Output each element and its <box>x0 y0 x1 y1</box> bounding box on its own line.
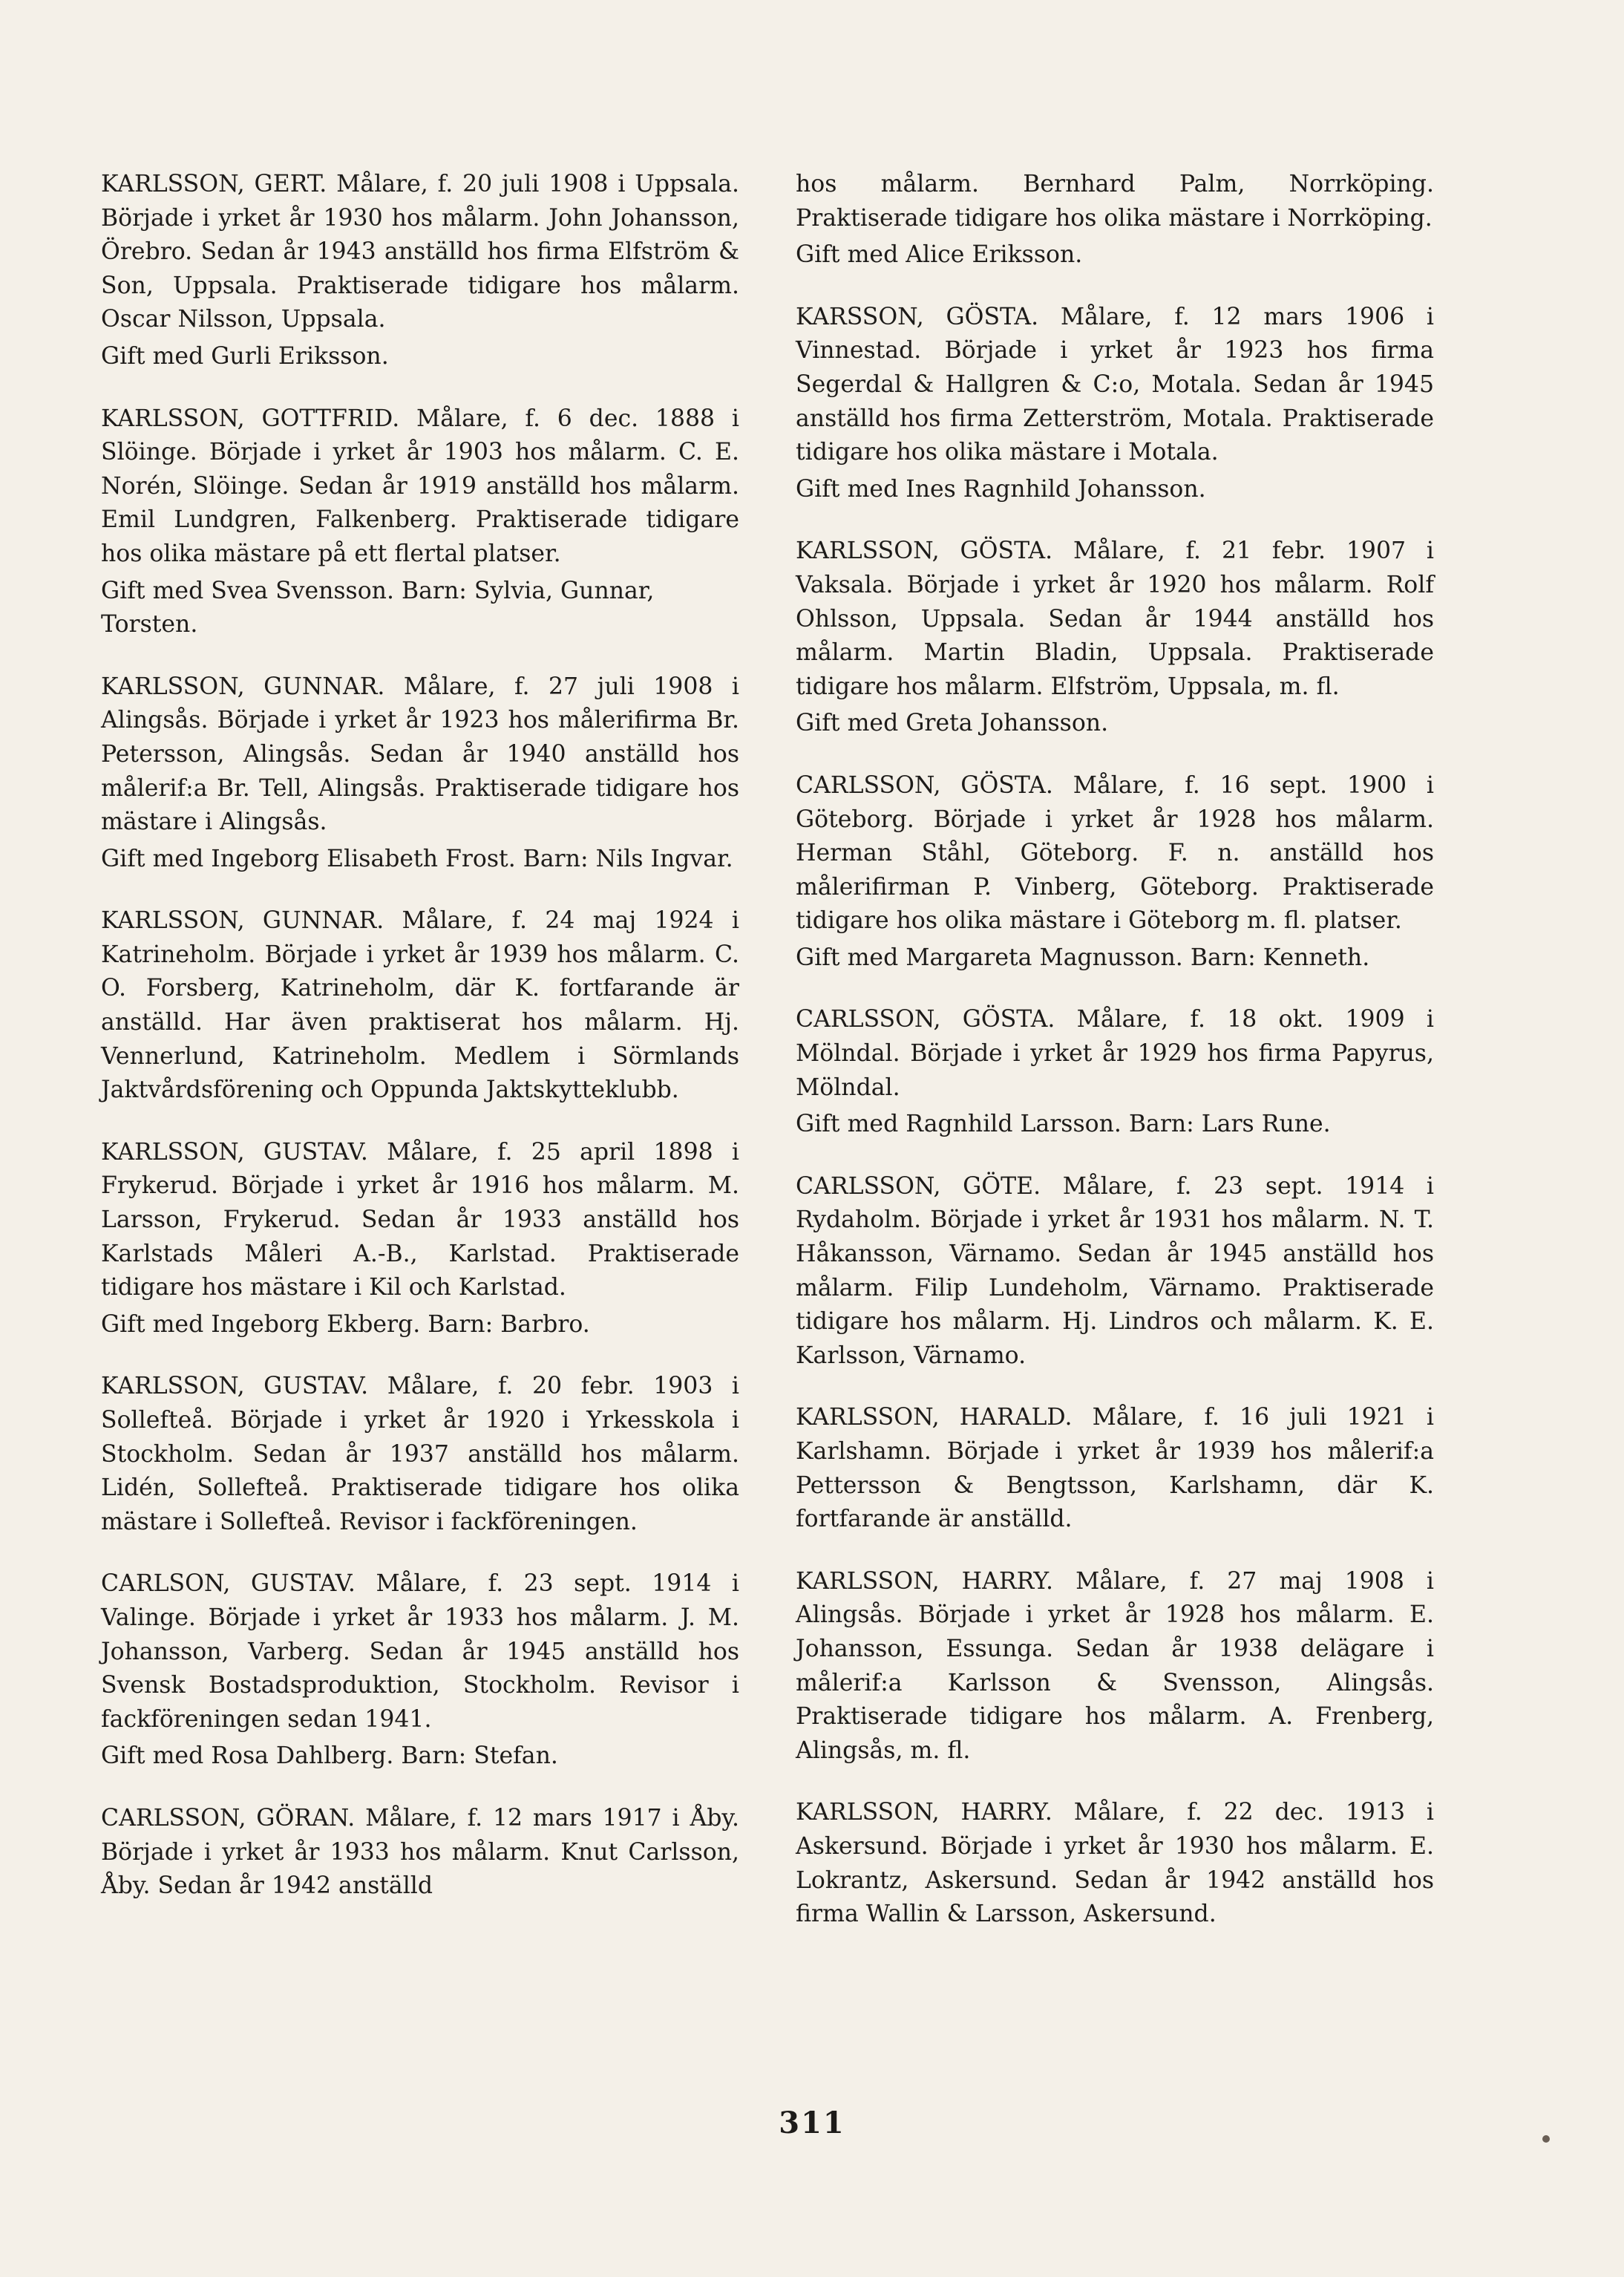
entry-bio: CARLSSON, GÖSTA. Målare, f. 18 okt. 1909 i Mölndal. Började i yrket år 1929 hos firma Papyrus, Mölndal. <box>796 1006 1434 1101</box>
print-speck <box>1542 2135 1550 2143</box>
entry-carlsson-goran <box>101 1802 739 1904</box>
page-number: 311 <box>779 2106 845 2140</box>
entry-karlsson-gunnar-1924 <box>101 904 739 1108</box>
entry-carlsson-gosta-1909 <box>796 1003 1434 1141</box>
right-column <box>796 168 1434 1960</box>
entry-family: Gift med Ragnhild Larsson. Barn: Lars Rune. <box>796 1111 1331 1138</box>
entry-bio: KARLSSON, GUNNAR. Målare, f. 24 maj 1924 i Katrineholm. Började i yrket år 1939 hos målarm. C. O. Forsberg, Katrineholm, där K. fortfarande är anställd. Har även praktiserat hos målarm. Hj. Vennerlund, Katrineholm. Medlem i Sörmlands Jaktvårdsförening och Oppunda Jaktskytteklubb. <box>101 907 739 1104</box>
entry-karlsson-harry-1913 <box>796 1796 1434 1931</box>
entry-karlsson-harald <box>796 1401 1434 1536</box>
entry-bio: KARLSSON, GUNNAR. Målare, f. 27 juli 1908 i Alingsås. Började i yrket år 1923 hos målerifirma Br. Petersson, Alingsås. Sedan år 1940 anställd hos målerif:a Br. Tell, Alingsås. Praktiserade tidigare hos mästare i Alingsås. <box>101 673 739 836</box>
entry-bio: KARLSSON, GERT. Målare, f. 20 juli 1908 i Uppsala. Började i yrket år 1930 hos målarm. John Johansson, Örebro. Sedan år 1943 anställd hos firma Elfström & Son, Uppsala. Praktiserade tidigare hos målarm. Oscar Nilsson, Uppsala. <box>101 171 739 333</box>
entry-karlsson-gert <box>101 168 739 374</box>
entry-bio: KARLSSON, HARRY. Målare, f. 27 maj 1908 i Alingsås. Började i yrket år 1928 hos målarm. E. Johansson, Essunga. Sedan år 1938 delägare i målerif:a Karlsson & Svensson, Alingsås. Praktiserade tidigare hos målarm. A. Frenberg, Alingsås, m. fl. <box>796 1567 1434 1764</box>
entry-family: Gift med Ines Ragnhild Johansson. <box>796 475 1206 503</box>
entry-karlsson-gustav-1898 <box>101 1136 739 1342</box>
entry-family: Gift med Ingeborg Elisabeth Frost. Barn: Nils Ingvar. <box>101 845 733 872</box>
entry-bio: KARLSSON, GUSTAV. Målare, f. 20 febr. 1903 i Sollefteå. Började i yrket år 1920 i Yrkesskola i Stockholm. Sedan år 1937 anställd hos målarm. Lidén, Sollefteå. Praktiserade tidigare hos olika mästare i Sollefteå. Revisor i fackföreningen. <box>101 1373 739 1535</box>
entry-bio: CARLSSON, GÖSTA. Målare, f. 16 sept. 1900 i Göteborg. Började i yrket år 1928 hos målarm. Herman Ståhl, Göteborg. F. n. anställd hos målerifirman P. Vinberg, Göteborg. Praktiserade tidigare hos olika mästare i Göteborg m. fl. platser. <box>796 771 1434 935</box>
entry-karlsson-gustav-1903 <box>101 1370 739 1539</box>
entry-family: Gift med Gurli Eriksson. <box>101 342 389 370</box>
entry-karlsson-harry-1908 <box>796 1565 1434 1768</box>
entry-karlsson-gunnar-1908 <box>101 670 739 877</box>
entry-family: Gift med Margareta Magnusson. Barn: Kenneth. <box>796 944 1370 971</box>
entry-carlsson-goran-continued <box>796 168 1434 272</box>
left-column <box>101 168 739 1932</box>
entry-carlson-gustav <box>101 1567 739 1774</box>
entry-karlsson-gottfrid <box>101 402 739 642</box>
entry-bio: KARLSSON, HARALD. Målare, f. 16 juli 1921 i Karlshamn. Började i yrket år 1939 hos målerif:a Pettersson & Bengtsson, Karlshamn, där K. fortfarande är anställd. <box>796 1404 1434 1533</box>
entry-bio: KARLSSON, GÖSTA. Målare, f. 21 febr. 1907 i Vaksala. Började i yrket år 1920 hos målarm. Rolf Ohlsson, Uppsala. Sedan år 1944 anställd hos målarm. Martin Bladin, Uppsala. Praktiserade tidigare hos målarm. Elfström, Uppsala, m. fl. <box>796 538 1434 700</box>
entry-family: Gift med Alice Eriksson. <box>796 241 1083 269</box>
entry-karlsson-gosta-1907 <box>796 535 1434 741</box>
entry-carlsson-gosta-1900 <box>796 769 1434 976</box>
entry-karsson-gosta-1906 <box>796 301 1434 507</box>
entry-family: Gift med Greta Johansson. <box>796 710 1109 737</box>
entry-bio: KARLSSON, GUSTAV. Målare, f. 25 april 1898 i Frykerud. Började i yrket år 1916 hos målarm. M. Larsson, Frykerud. Sedan år 1933 anställd hos Karlstads Måleri A.-B., Karlstad. Praktiserade tidigare hos mästare i Kil och Karlstad. <box>101 1138 739 1301</box>
entry-bio: KARLSSON, HARRY. Målare, f. 22 dec. 1913 i Askersund. Började i yrket år 1930 hos målarm. E. Lokrantz, Askersund. Sedan år 1942 anställd hos firma Wallin & Larsson, Askersund. <box>796 1799 1434 1928</box>
entry-carlsson-gote <box>796 1170 1434 1373</box>
entry-bio: KARLSSON, GOTTFRID. Målare, f. 6 dec. 1888 i Slöinge. Började i yrket år 1903 hos målarm. C. E. Norén, Slöinge. Sedan år 1919 anställd hos målarm. Emil Lundgren, Falkenberg. Praktiserade tidigare hos olika mästare på ett flertal platser. <box>101 405 739 567</box>
entry-family: Gift med Svea Svensson. Barn: Sylvia, Gunnar, Torsten. <box>101 577 655 638</box>
entry-family: Gift med Rosa Dahlberg. Barn: Stefan. <box>101 1742 558 1770</box>
entry-bio: CARLSSON, GÖTE. Målare, f. 23 sept. 1914 i Rydaholm. Började i yrket år 1931 hos målarm. N. T. Håkansson, Värnamo. Sedan år 1945 anställd hos målarm. Filip Lundeholm, Värnamo. Praktiserade tidigare hos målarm. Hj. Lindros och målarm. K. E. Karlsson, Värnamo. <box>796 1172 1434 1369</box>
entry-bio: hos målarm. Bernhard Palm, Norrköping. Praktiserade tidigare hos olika mästare i Norrköping. <box>796 171 1434 232</box>
entry-bio: CARLSON, GUSTAV. Målare, f. 23 sept. 1914 i Valinge. Började i yrket år 1933 hos målarm. J. M. Johansson, Varberg. Sedan år 1945 anställd hos Svensk Bostadsproduktion, Stockholm. Revisor i fackföreningen sedan 1941. <box>101 1570 739 1733</box>
entry-family: Gift med Ingeborg Ekberg. Barn: Barbro. <box>101 1310 590 1338</box>
entry-bio: CARLSSON, GÖRAN. Målare, f. 12 mars 1917 i Åby. Började i yrket år 1933 hos målarm. Knut Carlsson, Åby. Sedan år 1942 anställd <box>101 1804 739 1900</box>
entry-bio: KARSSON, GÖSTA. Målare, f. 12 mars 1906 i Vinnestad. Började i yrket år 1923 hos firma Segerdal & Hallgren & C:o, Motala. Sedan år 1945 anställd hos firma Zetterström, Motala. Praktiserade tidigare hos olika mästare i Motala. <box>796 303 1434 466</box>
